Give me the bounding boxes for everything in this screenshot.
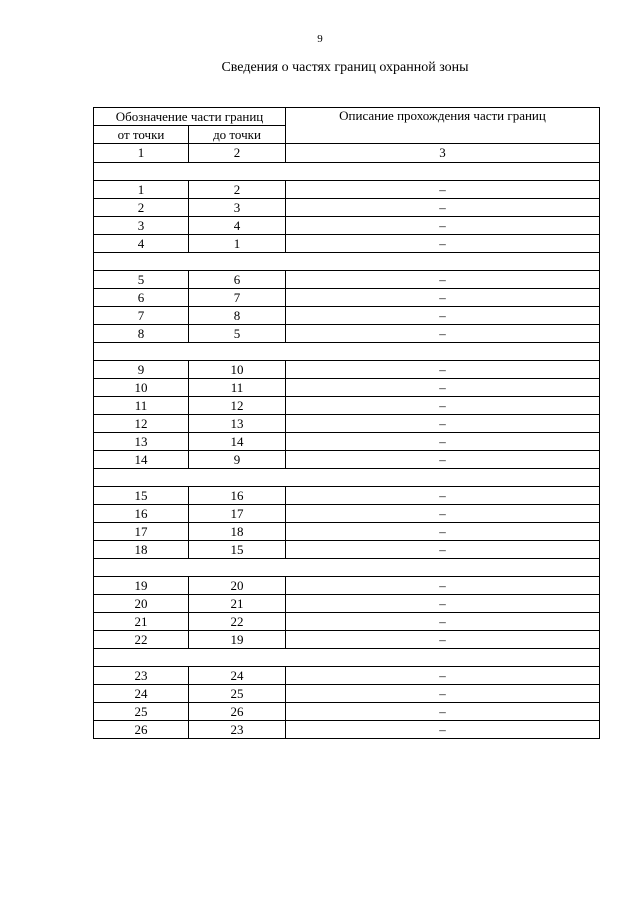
to-point-cell: 2 (189, 181, 286, 199)
from-point-cell: 13 (94, 433, 189, 451)
to-point-cell: 8 (189, 307, 286, 325)
description-cell: – (286, 325, 600, 343)
table-row (94, 325, 600, 343)
to-point-cell: 5 (189, 325, 286, 343)
description-cell: – (286, 307, 600, 325)
group-separator-row (94, 163, 600, 181)
table-row (94, 577, 600, 595)
table-row (94, 397, 600, 415)
group-separator-cell (94, 343, 600, 361)
table-row (94, 307, 600, 325)
table-row (94, 451, 600, 469)
description-cell: – (286, 361, 600, 379)
group-separator-row (94, 469, 600, 487)
from-point-cell: 26 (94, 721, 189, 739)
table-row (94, 361, 600, 379)
group-separator-cell (94, 559, 600, 577)
table-row (94, 703, 600, 721)
table-row (94, 667, 600, 685)
to-point-cell: 26 (189, 703, 286, 721)
group-separator-row (94, 649, 600, 667)
header-to-point: до точки (189, 126, 286, 144)
to-point-cell: 13 (189, 415, 286, 433)
table-row (94, 721, 600, 739)
to-point-cell: 20 (189, 577, 286, 595)
column-number-2: 2 (189, 144, 286, 163)
group-separator-cell (94, 163, 600, 181)
table-row (94, 595, 600, 613)
description-cell: – (286, 523, 600, 541)
description-cell: – (286, 505, 600, 523)
description-cell: – (286, 613, 600, 631)
to-point-cell: 24 (189, 667, 286, 685)
to-point-cell: 17 (189, 505, 286, 523)
header-from-point: от точки (94, 126, 189, 144)
from-point-cell: 11 (94, 397, 189, 415)
description-cell: – (286, 379, 600, 397)
from-point-cell: 5 (94, 271, 189, 289)
from-point-cell: 16 (94, 505, 189, 523)
to-point-cell: 11 (189, 379, 286, 397)
description-cell: – (286, 217, 600, 235)
table-row (94, 415, 600, 433)
header-boundary-part: Обозначение части границ (94, 108, 286, 126)
from-point-cell: 8 (94, 325, 189, 343)
description-cell: – (286, 199, 600, 217)
to-point-cell: 16 (189, 487, 286, 505)
from-point-cell: 9 (94, 361, 189, 379)
group-separator-cell (94, 469, 600, 487)
boundary-parts-table (93, 107, 600, 739)
from-point-cell: 1 (94, 181, 189, 199)
group-separator-row (94, 343, 600, 361)
description-cell: – (286, 721, 600, 739)
from-point-cell: 15 (94, 487, 189, 505)
to-point-cell: 25 (189, 685, 286, 703)
description-cell: – (286, 667, 600, 685)
table-row (94, 523, 600, 541)
from-point-cell: 2 (94, 199, 189, 217)
table-row (94, 289, 600, 307)
from-point-cell: 12 (94, 415, 189, 433)
to-point-cell: 3 (189, 199, 286, 217)
from-point-cell: 14 (94, 451, 189, 469)
from-point-cell: 17 (94, 523, 189, 541)
from-point-cell: 20 (94, 595, 189, 613)
column-number-3: 3 (286, 144, 600, 163)
table-row (94, 487, 600, 505)
description-cell: – (286, 271, 600, 289)
description-cell: – (286, 595, 600, 613)
from-point-cell: 10 (94, 379, 189, 397)
table-row (94, 379, 600, 397)
table-row (94, 685, 600, 703)
description-cell: – (286, 577, 600, 595)
to-point-cell: 4 (189, 217, 286, 235)
description-cell: – (286, 433, 600, 451)
to-point-cell: 10 (189, 361, 286, 379)
from-point-cell: 23 (94, 667, 189, 685)
table-row (94, 505, 600, 523)
group-separator-cell (94, 649, 600, 667)
page-number: 9 (317, 33, 323, 45)
description-cell: – (286, 415, 600, 433)
table-row (94, 271, 600, 289)
description-cell: – (286, 487, 600, 505)
to-point-cell: 21 (189, 595, 286, 613)
description-cell: – (286, 703, 600, 721)
description-cell: – (286, 289, 600, 307)
table-row (94, 433, 600, 451)
from-point-cell: 21 (94, 613, 189, 631)
description-cell: – (286, 631, 600, 649)
to-point-cell: 19 (189, 631, 286, 649)
table-row (94, 217, 600, 235)
group-separator-cell (94, 253, 600, 271)
from-point-cell: 4 (94, 235, 189, 253)
from-point-cell: 6 (94, 289, 189, 307)
group-separator-row (94, 253, 600, 271)
to-point-cell: 15 (189, 541, 286, 559)
to-point-cell: 23 (189, 721, 286, 739)
to-point-cell: 7 (189, 289, 286, 307)
header-description: Описание прохождения части границ (286, 108, 600, 144)
description-cell: – (286, 235, 600, 253)
from-point-cell: 18 (94, 541, 189, 559)
document-title: Сведения о частях границ охранной зоны (221, 60, 469, 75)
to-point-cell: 9 (189, 451, 286, 469)
table-row (94, 181, 600, 199)
column-number-row (94, 144, 600, 163)
description-cell: – (286, 685, 600, 703)
description-cell: – (286, 181, 600, 199)
from-point-cell: 25 (94, 703, 189, 721)
table-row (94, 235, 600, 253)
group-separator-row (94, 559, 600, 577)
to-point-cell: 1 (189, 235, 286, 253)
table-row (94, 613, 600, 631)
description-cell: – (286, 451, 600, 469)
table-row (94, 199, 600, 217)
from-point-cell: 7 (94, 307, 189, 325)
from-point-cell: 22 (94, 631, 189, 649)
to-point-cell: 18 (189, 523, 286, 541)
to-point-cell: 14 (189, 433, 286, 451)
to-point-cell: 22 (189, 613, 286, 631)
to-point-cell: 6 (189, 271, 286, 289)
from-point-cell: 24 (94, 685, 189, 703)
table-row (94, 541, 600, 559)
table-body (94, 144, 600, 739)
column-number-1: 1 (94, 144, 189, 163)
description-cell: – (286, 397, 600, 415)
to-point-cell: 12 (189, 397, 286, 415)
from-point-cell: 19 (94, 577, 189, 595)
description-cell: – (286, 541, 600, 559)
table-row (94, 631, 600, 649)
from-point-cell: 3 (94, 217, 189, 235)
